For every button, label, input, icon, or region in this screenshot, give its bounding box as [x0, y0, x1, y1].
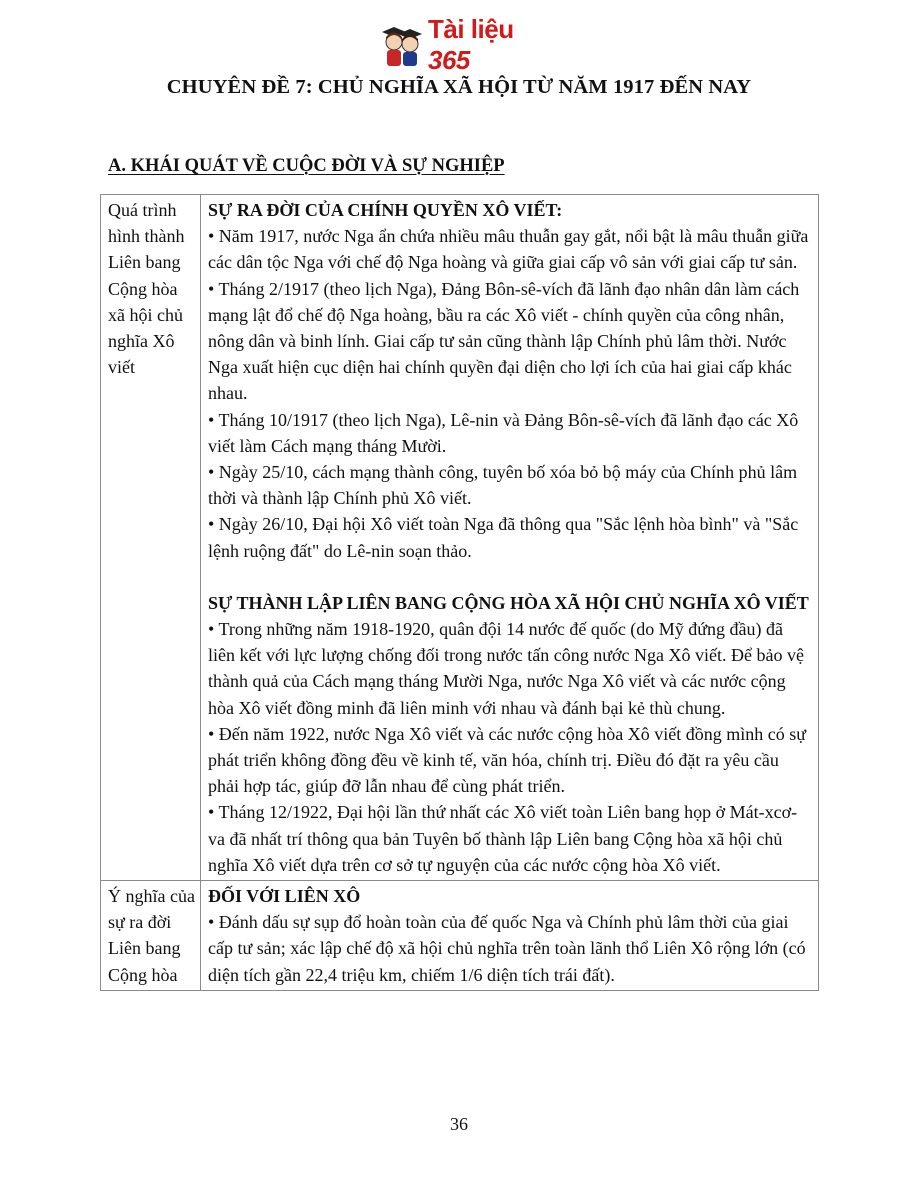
- spacer: [208, 564, 812, 590]
- page-number: 36: [450, 1114, 468, 1134]
- bullet-item: • Ngày 25/10, cách mạng thành công, tuyên bố xóa bỏ bộ máy của Chính phủ lâm thời và thành lập Chính phủ Xô viết.: [208, 462, 798, 509]
- bullet-item: • Năm 1917, nước Nga ẩn chứa nhiều mâu thuẫn gay gắt, nổi bật là mâu thuẫn giữa các dân tộc Nga với chế độ Nga hoàng và giữa giai cấp vô sản với giai cấp tư sản.: [208, 226, 809, 273]
- document-title: CHUYÊN ĐỀ 7: CHỦ NGHĨA XÃ HỘI TỪ NĂM 1917 ĐẾN NAY: [166, 76, 752, 98]
- block-heading: ĐỐI VỚI LIÊN XÔ: [208, 886, 361, 907]
- bullet-item: • Tháng 2/1917 (theo lịch Nga), Đảng Bôn-sê-vích đã lãnh đạo nhân dân làm cách mạng lật đổ chế độ Nga hoàng, bầu ra các Xô viết - chính quyền của công nhân, nông dân và binh lính. Giai cấp tư sản cũng thành lập Chính phủ lâm thời. Nước Nga xuất hiện cục diện hai chính quyền đại diện cho lợi ích của hai giai cấp khác nhau.: [208, 278, 800, 404]
- bullet-item: • Tháng 12/1922, Đại hội lần thứ nhất các Xô viết toàn Liên bang họp ở Mát-xcơ-va đã nhất trí thông qua bản Tuyên bố thành lập Liên bang Cộng hòa xã hội chủ nghĩa Xô viết dựa trên cơ sở tự nguyện của các nước cộng hòa Xô viết.: [208, 802, 798, 875]
- bullet-item: • Đánh dấu sự sụp đổ hoàn toàn của đế quốc Nga và Chính phủ lâm thời của giai cấp tư sản; xác lập chế độ xã hội chủ nghĩa trên toàn lãnh thổ Liên Xô rộng lớn (có diện tích gần 22,4 triệu km, chiếm 1/6 diện tích trái đất).: [208, 912, 806, 985]
- row-content: [201, 195, 819, 881]
- bullet-item: • Đến năm 1922, nước Nga Xô viết và các nước cộng hòa Xô viết đồng mình có sự phát triển không đồng đều về kinh tế, văn hóa, chính trị. Điều đó đặt ra yêu cầu phải hợp tác, giúp đỡ lẫn nhau để cùng phát triển.: [208, 723, 806, 797]
- bullet-item: • Trong những năm 1918-1920, quân đội 14 nước đế quốc (do Mỹ đứng đầu) đã liên kết với lực lượng chống đối trong nước tấn công nước Nga Xô viết. Để bảo vệ thành quả của Cách mạng tháng Mười Nga, nước Nga Xô viết và các nước cộng hòa Xô viết đồng minh đã liên minh với nhau và đánh bại kẻ thù chung.: [208, 619, 804, 718]
- row-content: [201, 881, 819, 991]
- content-table: [100, 194, 819, 991]
- students-mascot-icon: [380, 22, 424, 68]
- row-label: Ý nghĩa của sự ra đời Liên bang Cộng hòa: [101, 881, 201, 991]
- table-row: [101, 195, 819, 881]
- brand-name: Tài liệu 365: [428, 14, 514, 75]
- logo: [380, 14, 545, 75]
- bullet-item: • Ngày 26/10, Đại hội Xô viết toàn Nga đã thông qua "Sắc lệnh hòa bình" và "Sắc lệnh ruộng đất" do Lê-nin soạn thảo.: [208, 514, 799, 561]
- block-heading: SỰ THÀNH LẬP LIÊN BANG CỘNG HÒA XÃ HỘI CHỦ NGHĨA XÔ VIẾT: [208, 592, 809, 613]
- section-heading: A. KHÁI QUÁT VỀ CUỘC ĐỜI VÀ SỰ NGHIỆP: [108, 156, 505, 176]
- block-heading: SỰ RA ĐỜI CỦA CHÍNH QUYỀN XÔ VIẾT:: [208, 200, 563, 220]
- row-label: Quá trình hình thành Liên bang Cộng hòa xã hội chủ nghĩa Xô viết: [101, 195, 201, 881]
- table-row: [101, 881, 819, 991]
- bullet-item: • Tháng 10/1917 (theo lịch Nga), Lê-nin và Đảng Bôn-sê-vích đã lãnh đạo các Xô viết làm Cách mạng tháng Mười.: [208, 409, 799, 456]
